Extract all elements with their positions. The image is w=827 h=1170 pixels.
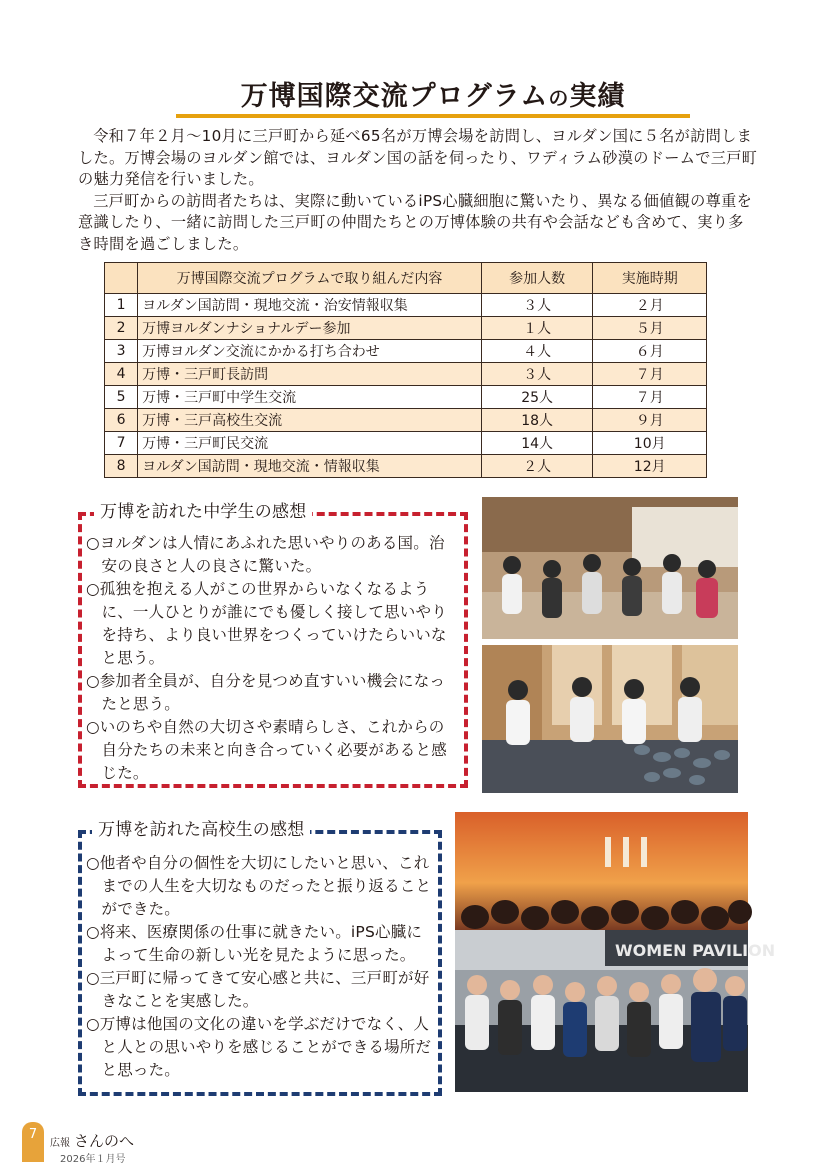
middle-school-title: 万博を訪れた中学生の感想 [94, 500, 312, 524]
header-num [105, 263, 138, 294]
header-period: 実施時期 [593, 263, 707, 294]
header-people: 参加人数 [481, 263, 593, 294]
table-row [105, 409, 707, 432]
list-item: ○ヨルダンは人情にあふれた思いやりのある国。治安の良さと人の良さに驚いた。 [86, 534, 445, 575]
table-row [105, 294, 707, 317]
page-title [176, 78, 690, 118]
pavilion-sign: WOMEN PAVILION [615, 941, 776, 960]
high-school-impressions [78, 818, 444, 1094]
row-num: 2 [105, 317, 138, 340]
row-period: ２月 [593, 294, 707, 317]
row-content: 万博・三戸町長訪問 [138, 363, 482, 386]
row-period: ７月 [593, 363, 707, 386]
footer-name: さんのへ [74, 1132, 135, 1150]
row-content: 万博・三戸高校生交流 [138, 409, 482, 432]
title-underline [176, 114, 690, 118]
row-content: 万博・三戸町中学生交流 [138, 386, 482, 409]
row-num: 5 [105, 386, 138, 409]
table-row [105, 317, 707, 340]
row-num: 6 [105, 409, 138, 432]
row-period: ６月 [593, 340, 707, 363]
table-header-row [105, 263, 707, 294]
list-item: ○三戸町に帰ってきて安心感と共に、三戸町が好きなことを実感した。 [86, 969, 430, 1010]
row-num: 7 [105, 432, 138, 455]
high-school-list [86, 852, 432, 1082]
list-item: ○いのちや自然の大切さや素晴らしさ、これからの自分たちの未来と向き合っていく必要があると感じた。 [86, 718, 447, 782]
intro-text [78, 126, 758, 255]
table-row [105, 432, 707, 455]
photo-dome-stage [455, 812, 748, 930]
row-period: ７月 [593, 386, 707, 409]
row-num: 1 [105, 294, 138, 317]
middle-school-impressions [78, 500, 466, 784]
row-content: ヨルダン国訪問・現地交流・治安情報収集 [138, 294, 482, 317]
table-row [105, 363, 707, 386]
table-row [105, 340, 707, 363]
page-number: 7 [22, 1122, 44, 1162]
header-content: 万博国際交流プログラムで取り組んだ内容 [138, 263, 482, 294]
row-people: 14人 [481, 432, 593, 455]
photo-group-pavilion [455, 930, 776, 1092]
row-people: ２人 [481, 455, 593, 478]
row-people: ４人 [481, 340, 593, 363]
title-particle: の [548, 86, 570, 110]
title-main: 万博国際交流プログラム [240, 81, 549, 112]
table-row [105, 386, 707, 409]
row-content: 万博ヨルダン交流にかかる打ち合わせ [138, 340, 482, 363]
list-item: ○将来、医療関係の仕事に就きたい。iPS心臓によって生命の新しい光を見たように思った。 [86, 923, 423, 964]
footer-brand [50, 1130, 134, 1151]
footer-label: 広報 [50, 1138, 70, 1149]
row-content: 万博・三戸町民交流 [138, 432, 482, 455]
row-content: ヨルダン国訪問・現地交流・情報収集 [138, 455, 482, 478]
row-people: 25人 [481, 386, 593, 409]
photo-exhibit-stones [482, 645, 738, 793]
row-people: １人 [481, 317, 593, 340]
row-people: ３人 [481, 294, 593, 317]
intro-paragraph-1: 令和７年２月～10月に三戸町から延べ65名が万博会場を訪問し、ヨルダン国に５名が訪問しました。万博会場のヨルダン館では、ヨルダン国の話を伺ったり、ワディラム砂漠のドームで三戸町の魅力発信を行いました。 [78, 127, 758, 188]
list-item: ○孤独を抱える人がこの世界からいなくなるように、一人ひとりが誰にでも優しく接して思いやりを持ち、より良い世界をつくっていけたらいいなと思う。 [86, 580, 447, 667]
list-item: ○参加者全員が、自分を見つめ直すいい機会になったと思う。 [86, 672, 446, 713]
title-tail: 実績 [569, 81, 626, 112]
row-num: 8 [105, 455, 138, 478]
row-period: ９月 [593, 409, 707, 432]
row-num: 4 [105, 363, 138, 386]
row-period: 10月 [593, 432, 707, 455]
footer-issue: 2026年１月号 [60, 1154, 126, 1165]
intro-paragraph-2: 三戸町からの訪問者たちは、実際に動いているiPS心臓細胞に驚いたり、異なる価値観の尊重を意識したり、一緒に訪問した三戸町の仲間たちとの万博体験の共有や会話なども含めて、実り多き時間を過ごしました。 [78, 191, 753, 253]
row-people: 18人 [481, 409, 593, 432]
list-item: ○万博は他国の文化の違いを学ぶだけでなく、人と人との思いやりを感じることができる場所だと思った。 [86, 1015, 432, 1079]
row-period: 12月 [593, 455, 707, 478]
row-content: 万博ヨルダンナショナルデー参加 [138, 317, 482, 340]
program-table [104, 262, 707, 478]
list-item: ○他者や自分の個性を大切にしたいと思い、これまでの人生を大切なものだったと振り返ることができた。 [86, 854, 432, 918]
middle-school-list [86, 532, 458, 785]
row-people: ３人 [481, 363, 593, 386]
row-num: 3 [105, 340, 138, 363]
high-school-title: 万博を訪れた高校生の感想 [92, 818, 310, 842]
row-period: ５月 [593, 317, 707, 340]
table-row [105, 455, 707, 478]
photo-pavilion-hall [482, 497, 738, 639]
